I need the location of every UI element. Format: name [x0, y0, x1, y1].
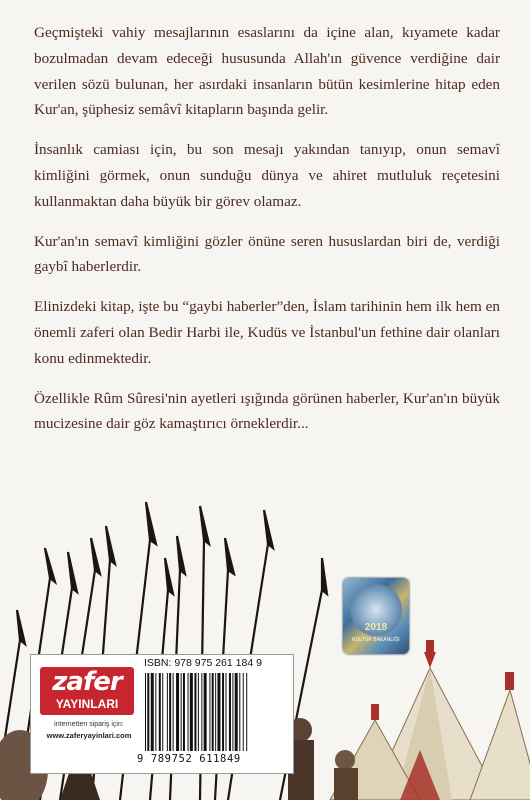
barcode-bar	[201, 673, 202, 751]
barcode-digits: 9 789752 611849	[137, 753, 241, 765]
blurb-paragraph-4: Elinizdeki kitap, işte bu “gaybi haberler”den, İslam tarihinin hem ilk hem en önemli zaferi olan Bedir Harbi ile, Kudüs ve İstanbul'un fethine dair olanları konu edinmektedir.	[34, 298, 500, 367]
barcode-bar	[239, 673, 240, 751]
barcode-bar	[181, 673, 182, 751]
barcode-bar	[162, 673, 163, 751]
barcode-bar	[215, 673, 216, 751]
barcode-bar	[204, 673, 207, 751]
barcode-bar	[246, 673, 247, 751]
barcode-bar	[212, 673, 214, 751]
blurb-text	[34, 20, 500, 451]
barcode-bar	[176, 673, 179, 751]
tents	[330, 640, 530, 800]
publisher-logo	[40, 667, 134, 715]
barcode-bar	[194, 673, 196, 751]
barcode-bar	[159, 673, 161, 751]
barcode	[143, 673, 289, 751]
barcode-bar	[222, 673, 224, 751]
barcode-bar	[217, 673, 220, 751]
barcode-bar	[232, 673, 233, 751]
barcode-bar	[145, 673, 146, 751]
barcode-bar	[229, 673, 231, 751]
order-text: internetten sipariş için:	[54, 721, 124, 728]
barcode-bar	[209, 673, 210, 751]
barcode-bar	[173, 673, 174, 751]
logo-subtitle: YAYINLARI	[55, 697, 119, 711]
barcode-bar	[226, 673, 227, 751]
blurb-paragraph-2: İnsanlık camiası için, bu son mesajı yakından tanıyıp, onun semavî kimliğini görmek, onun sunduğu dünya ve ahiret mutluluk reçetesini kullanmaktan daha büyük bir görev olamaz.	[34, 141, 500, 210]
barcode-bar	[198, 673, 199, 751]
barcode-bar	[155, 673, 156, 751]
barcode-bar	[188, 673, 189, 751]
publisher-barcode-box	[30, 654, 294, 774]
barcode-bar	[183, 673, 185, 751]
barcode-bar	[147, 673, 149, 751]
blurb-paragraph-5: Özellikle Rûm Sûresi'nin ayetleri ışığında görünen haberler, Kur'an'ın büyük mucizesine dair göz kamaştırıcı örneklerdir...	[34, 389, 500, 433]
barcode-bar	[167, 673, 168, 751]
barcode-bar	[235, 673, 238, 751]
isbn-label: ISBN: 978 975 261 184 9	[144, 657, 262, 669]
hologram-caption: KÜLTÜR BAKANLIĞI	[352, 637, 400, 643]
barcode-bar	[190, 673, 193, 751]
barcode-bar	[151, 673, 154, 751]
barcode-bar	[243, 673, 244, 751]
hologram-sticker	[343, 578, 409, 654]
logo-wordmark: zafer	[52, 667, 122, 697]
barcode-bar	[169, 673, 171, 751]
hologram-year: 2018	[364, 622, 388, 633]
blurb-paragraph-1: Geçmişteki vahiy mesajlarının esaslarını da içine alan, kıyamete kadar bozulmadan devam edeceği hususunda Allah'ın güvence verdiğine dair verilen sözü bulunan, her asırdaki insanların bütün kesimlerine hitap eden Kur'an, şüphesiz semâvî kitapların başında gelir.	[34, 24, 500, 119]
publisher-website: www.zaferyayinlari.com	[46, 731, 132, 740]
blurb-paragraph-3: Kur'an'ın semavî kimliğini gözler önüne seren hususlardan biri de, verdiği gaybî haberlerdir.	[34, 232, 500, 276]
